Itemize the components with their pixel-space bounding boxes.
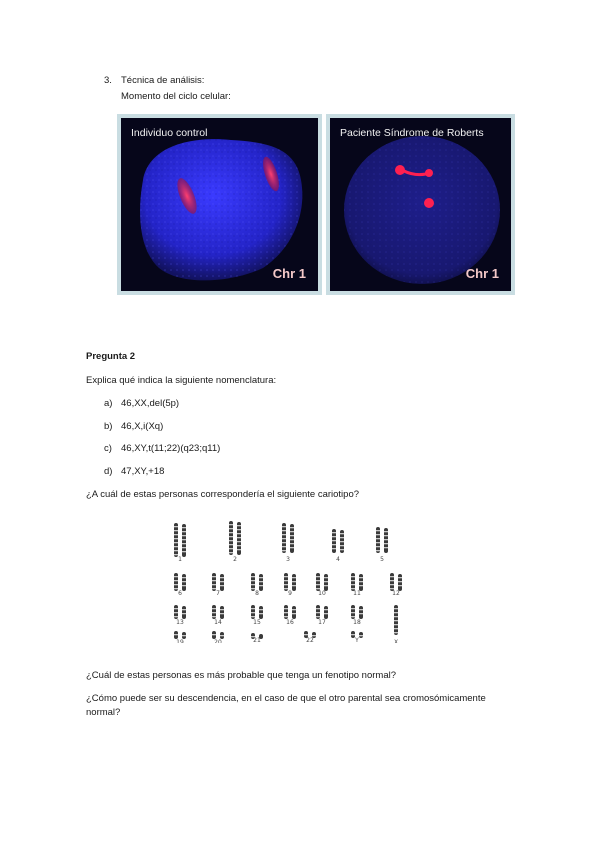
chromosome-pair-14 bbox=[212, 605, 224, 626]
chromosome-pair-8 bbox=[251, 573, 263, 597]
chromosome-pair-3 bbox=[282, 523, 294, 563]
roberts-chr1-signal-1 bbox=[395, 165, 405, 175]
chromosome-label: 20 bbox=[214, 639, 222, 643]
chromosome-label: 17 bbox=[318, 619, 326, 626]
fish-image-control bbox=[117, 114, 322, 295]
chromosome-pair-9 bbox=[284, 573, 296, 597]
chromosome-label: 1 bbox=[178, 556, 182, 563]
section-number: 3. bbox=[104, 75, 112, 86]
chromosome-pair-4 bbox=[332, 529, 344, 563]
chromosome-pair-2 bbox=[229, 521, 241, 563]
chromosome-label: 22 bbox=[306, 637, 314, 643]
control-panel-title: Individuo control bbox=[131, 127, 208, 139]
item-letter: c) bbox=[104, 443, 112, 454]
chromosome-label: 16 bbox=[286, 619, 294, 626]
chromosome-pair-x bbox=[394, 605, 398, 643]
chromosome-label: 7 bbox=[216, 590, 220, 597]
chromosome-pair-16 bbox=[284, 605, 296, 626]
roberts-chr-label: Chr 1 bbox=[465, 266, 499, 281]
chromosome-label: 18 bbox=[353, 619, 361, 626]
cell-cycle-moment-label: Momento del ciclo celular: bbox=[121, 91, 231, 102]
chromosome-pair-22 bbox=[304, 631, 316, 643]
chromosome-label: 15 bbox=[253, 619, 261, 626]
chromosome-label: 10 bbox=[318, 590, 326, 597]
chromosome-label: 13 bbox=[176, 619, 184, 626]
chromosome-label: X bbox=[393, 639, 399, 643]
chromosome-pair-11 bbox=[351, 573, 363, 597]
chromosome-pair-7 bbox=[212, 573, 224, 597]
chromosome-label: Y bbox=[355, 637, 359, 643]
chromosome-label: 9 bbox=[288, 590, 292, 597]
chromosome-label: 12 bbox=[392, 590, 400, 597]
chromosome-label: 3 bbox=[286, 556, 290, 563]
control-chr-label: Chr 1 bbox=[272, 266, 306, 281]
roberts-chr1-signal-3 bbox=[424, 198, 434, 208]
item-letter: d) bbox=[104, 466, 113, 477]
item-text: 46,X,i(Xq) bbox=[121, 421, 164, 432]
chromosome-label: 11 bbox=[353, 590, 361, 597]
chromosome-pair-18 bbox=[351, 605, 363, 626]
chromosome-label: 21 bbox=[253, 637, 261, 643]
chromosome-label: 5 bbox=[380, 556, 384, 563]
chromosome-pair-20 bbox=[212, 631, 224, 643]
chromosome-pair-19 bbox=[174, 631, 186, 643]
offspring-question-line1: ¿Cómo puede ser su descendencia, en el caso de que el otro parental sea cromosómicamente bbox=[86, 693, 486, 704]
chromosome-pair-10 bbox=[316, 573, 328, 597]
analysis-technique-label: Técnica de análisis: bbox=[121, 75, 205, 86]
chromosome-label: 14 bbox=[214, 619, 222, 626]
chromosome-pair-21 bbox=[251, 633, 263, 643]
chromosome-pair-13 bbox=[174, 605, 186, 626]
chromosome-pair-12 bbox=[390, 573, 402, 597]
offspring-question-line2: normal? bbox=[86, 707, 121, 718]
karyotype-image bbox=[160, 513, 410, 643]
item-letter: a) bbox=[104, 398, 113, 409]
karyotype-question: ¿A cuál de estas personas correspondería el siguiente cariotipo? bbox=[86, 489, 360, 500]
item-text: 46,XX,del(5p) bbox=[121, 398, 180, 409]
chromosome-label: 2 bbox=[233, 556, 237, 563]
question-2-heading: Pregunta 2 bbox=[86, 351, 136, 362]
chromosome-pair-5 bbox=[376, 527, 388, 563]
chromosome-pair-15 bbox=[251, 605, 263, 626]
chromosome-label: 4 bbox=[336, 556, 340, 563]
item-letter: b) bbox=[104, 421, 113, 432]
karyotype-drawing bbox=[160, 513, 410, 643]
item-text: 46,XY,t(11;22)(q23;q11) bbox=[121, 443, 221, 454]
chromosome-pair-1 bbox=[174, 523, 186, 563]
chromosome-pair-6 bbox=[174, 573, 186, 597]
chromosome-pair-y bbox=[351, 631, 363, 643]
roberts-chr1-signal-2 bbox=[425, 169, 433, 177]
chromosome-label: 6 bbox=[178, 590, 182, 597]
chromosome-pair-17 bbox=[316, 605, 328, 626]
phenotype-question: ¿Cuál de estas personas es más probable que tenga un fenotipo normal? bbox=[86, 670, 397, 681]
roberts-panel-title: Paciente Síndrome de Roberts bbox=[340, 127, 484, 139]
chromosome-label: 8 bbox=[255, 590, 259, 597]
question-2-intro: Explica qué indica la siguiente nomenclatura: bbox=[86, 375, 277, 386]
item-text: 47,XY,+18 bbox=[121, 466, 165, 477]
chromosome-label: 19 bbox=[176, 639, 184, 643]
fish-image-roberts bbox=[326, 114, 515, 295]
